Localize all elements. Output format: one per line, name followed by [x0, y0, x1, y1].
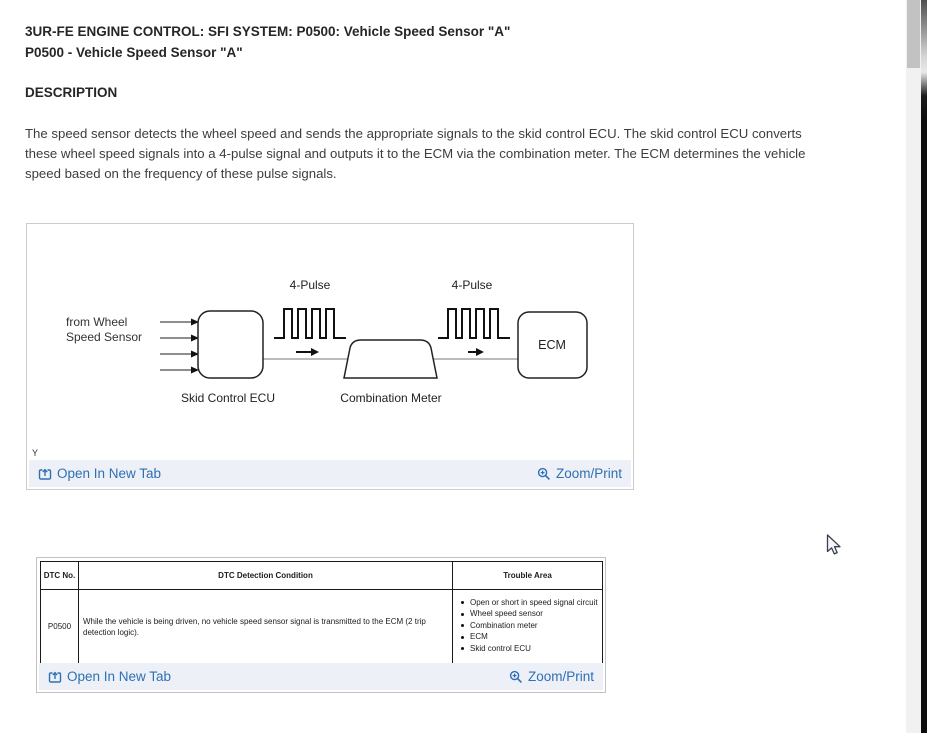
description-line: speed based on the frequency of these pulse signals.: [25, 166, 337, 181]
trouble-area-item: [458, 632, 599, 643]
zoom-print-icon: [509, 670, 523, 684]
trouble-area-text: Open or short in speed signal circuit: [470, 597, 598, 607]
pulse-label-right: 4-Pulse: [451, 278, 493, 292]
pulse-label-left: 4-Pulse: [289, 278, 331, 292]
skid-control-ecu-box: [198, 311, 263, 378]
pulse-waveform-right: [438, 309, 510, 338]
dtc-number-cell: P0500: [41, 590, 79, 664]
bullet-icon: [461, 636, 464, 639]
header-trouble-area: Trouble Area: [453, 562, 603, 590]
description-paragraph: [25, 124, 875, 184]
trouble-area-item: [458, 644, 599, 655]
table-open-in-new-tab-link[interactable]: [48, 669, 171, 684]
input-label-line1: from Wheel: [66, 315, 128, 329]
bullet-icon: [461, 624, 464, 627]
trouble-area-cell: [453, 590, 603, 664]
dtc-table-row: [41, 590, 603, 664]
table-zoom-print-link[interactable]: [509, 669, 594, 684]
page-title-line2: P0500 - Vehicle Speed Sensor "A": [25, 45, 243, 60]
diagram-footer-bar: [29, 460, 631, 487]
table-footer-bar: [39, 663, 603, 690]
bullet-icon: [461, 601, 464, 604]
trouble-area-text: ECM: [470, 632, 488, 642]
diagram-zoom-print-link[interactable]: [537, 466, 622, 481]
mouse-cursor-icon: [826, 534, 842, 556]
combination-meter-label: Combination Meter: [340, 391, 442, 405]
open-in-new-tab-icon: [48, 670, 62, 684]
bullet-icon: [461, 613, 464, 616]
table-zoom-print-label: Zoom/Print: [527, 669, 594, 684]
description-line: The speed sensor detects the wheel speed and sends the appropriate signals to the skid control ECU. The skid control ECU converts: [25, 126, 802, 141]
skid-control-ecu-label: Skid Control ECU: [180, 391, 276, 405]
diagram-zoom-print-label: Zoom/Print: [555, 466, 622, 481]
table-open-in-new-tab-label: Open In New Tab: [67, 669, 172, 684]
page-title: [25, 21, 510, 63]
flow-arrow-left: [296, 348, 319, 356]
speed-signal-diagram: [27, 224, 632, 456]
trouble-area-item: [458, 598, 599, 609]
dtc-table: [40, 561, 603, 664]
page-title-line1: 3UR-FE ENGINE CONTROL: SFI SYSTEM: P0500: Vehicle Speed Sensor "A": [25, 24, 511, 39]
detection-condition-cell: While the vehicle is being driven, no vehicle speed sensor signal is transmitted to the ECM (2 trip detection logic).: [79, 590, 453, 664]
trouble-area-item: [458, 621, 599, 632]
combination-meter-shape: [344, 340, 437, 378]
trouble-area-item: [458, 609, 599, 620]
dtc-table-header-row: [41, 562, 603, 590]
trouble-area-text: Wheel speed sensor: [470, 609, 543, 619]
wheel-sensor-input-arrows: [160, 322, 191, 370]
figure-label: Y: [32, 448, 39, 458]
vertical-scrollbar-thumb[interactable]: [907, 0, 920, 68]
dtc-table-card: [36, 557, 606, 693]
pulse-waveform-left: [274, 309, 346, 338]
input-label-line2: Speed Sensor: [66, 330, 143, 344]
header-dtc-no: DTC No.: [41, 562, 79, 590]
ecm-label: ECM: [538, 338, 566, 352]
screen-edge-strip: [921, 0, 927, 733]
diagram-open-in-new-tab-label: Open In New Tab: [57, 466, 162, 481]
header-detection-condition: DTC Detection Condition: [79, 562, 453, 590]
flow-arrow-right: [468, 348, 484, 356]
description-heading: DESCRIPTION: [25, 85, 118, 100]
open-in-new-tab-icon: [38, 467, 52, 481]
trouble-area-text: Combination meter: [470, 620, 538, 630]
bullet-icon: [461, 647, 464, 650]
trouble-area-text: Skid control ECU: [470, 643, 531, 653]
description-line: these wheel speed signals into a 4-pulse signal and outputs it to the ECM via the combination meter. The ECM determines the vehicle: [25, 146, 806, 161]
signal-diagram-card: [26, 223, 634, 490]
zoom-print-icon: [537, 467, 551, 481]
vertical-scrollbar-track[interactable]: [906, 0, 921, 733]
diagram-open-in-new-tab-link[interactable]: [38, 466, 161, 481]
